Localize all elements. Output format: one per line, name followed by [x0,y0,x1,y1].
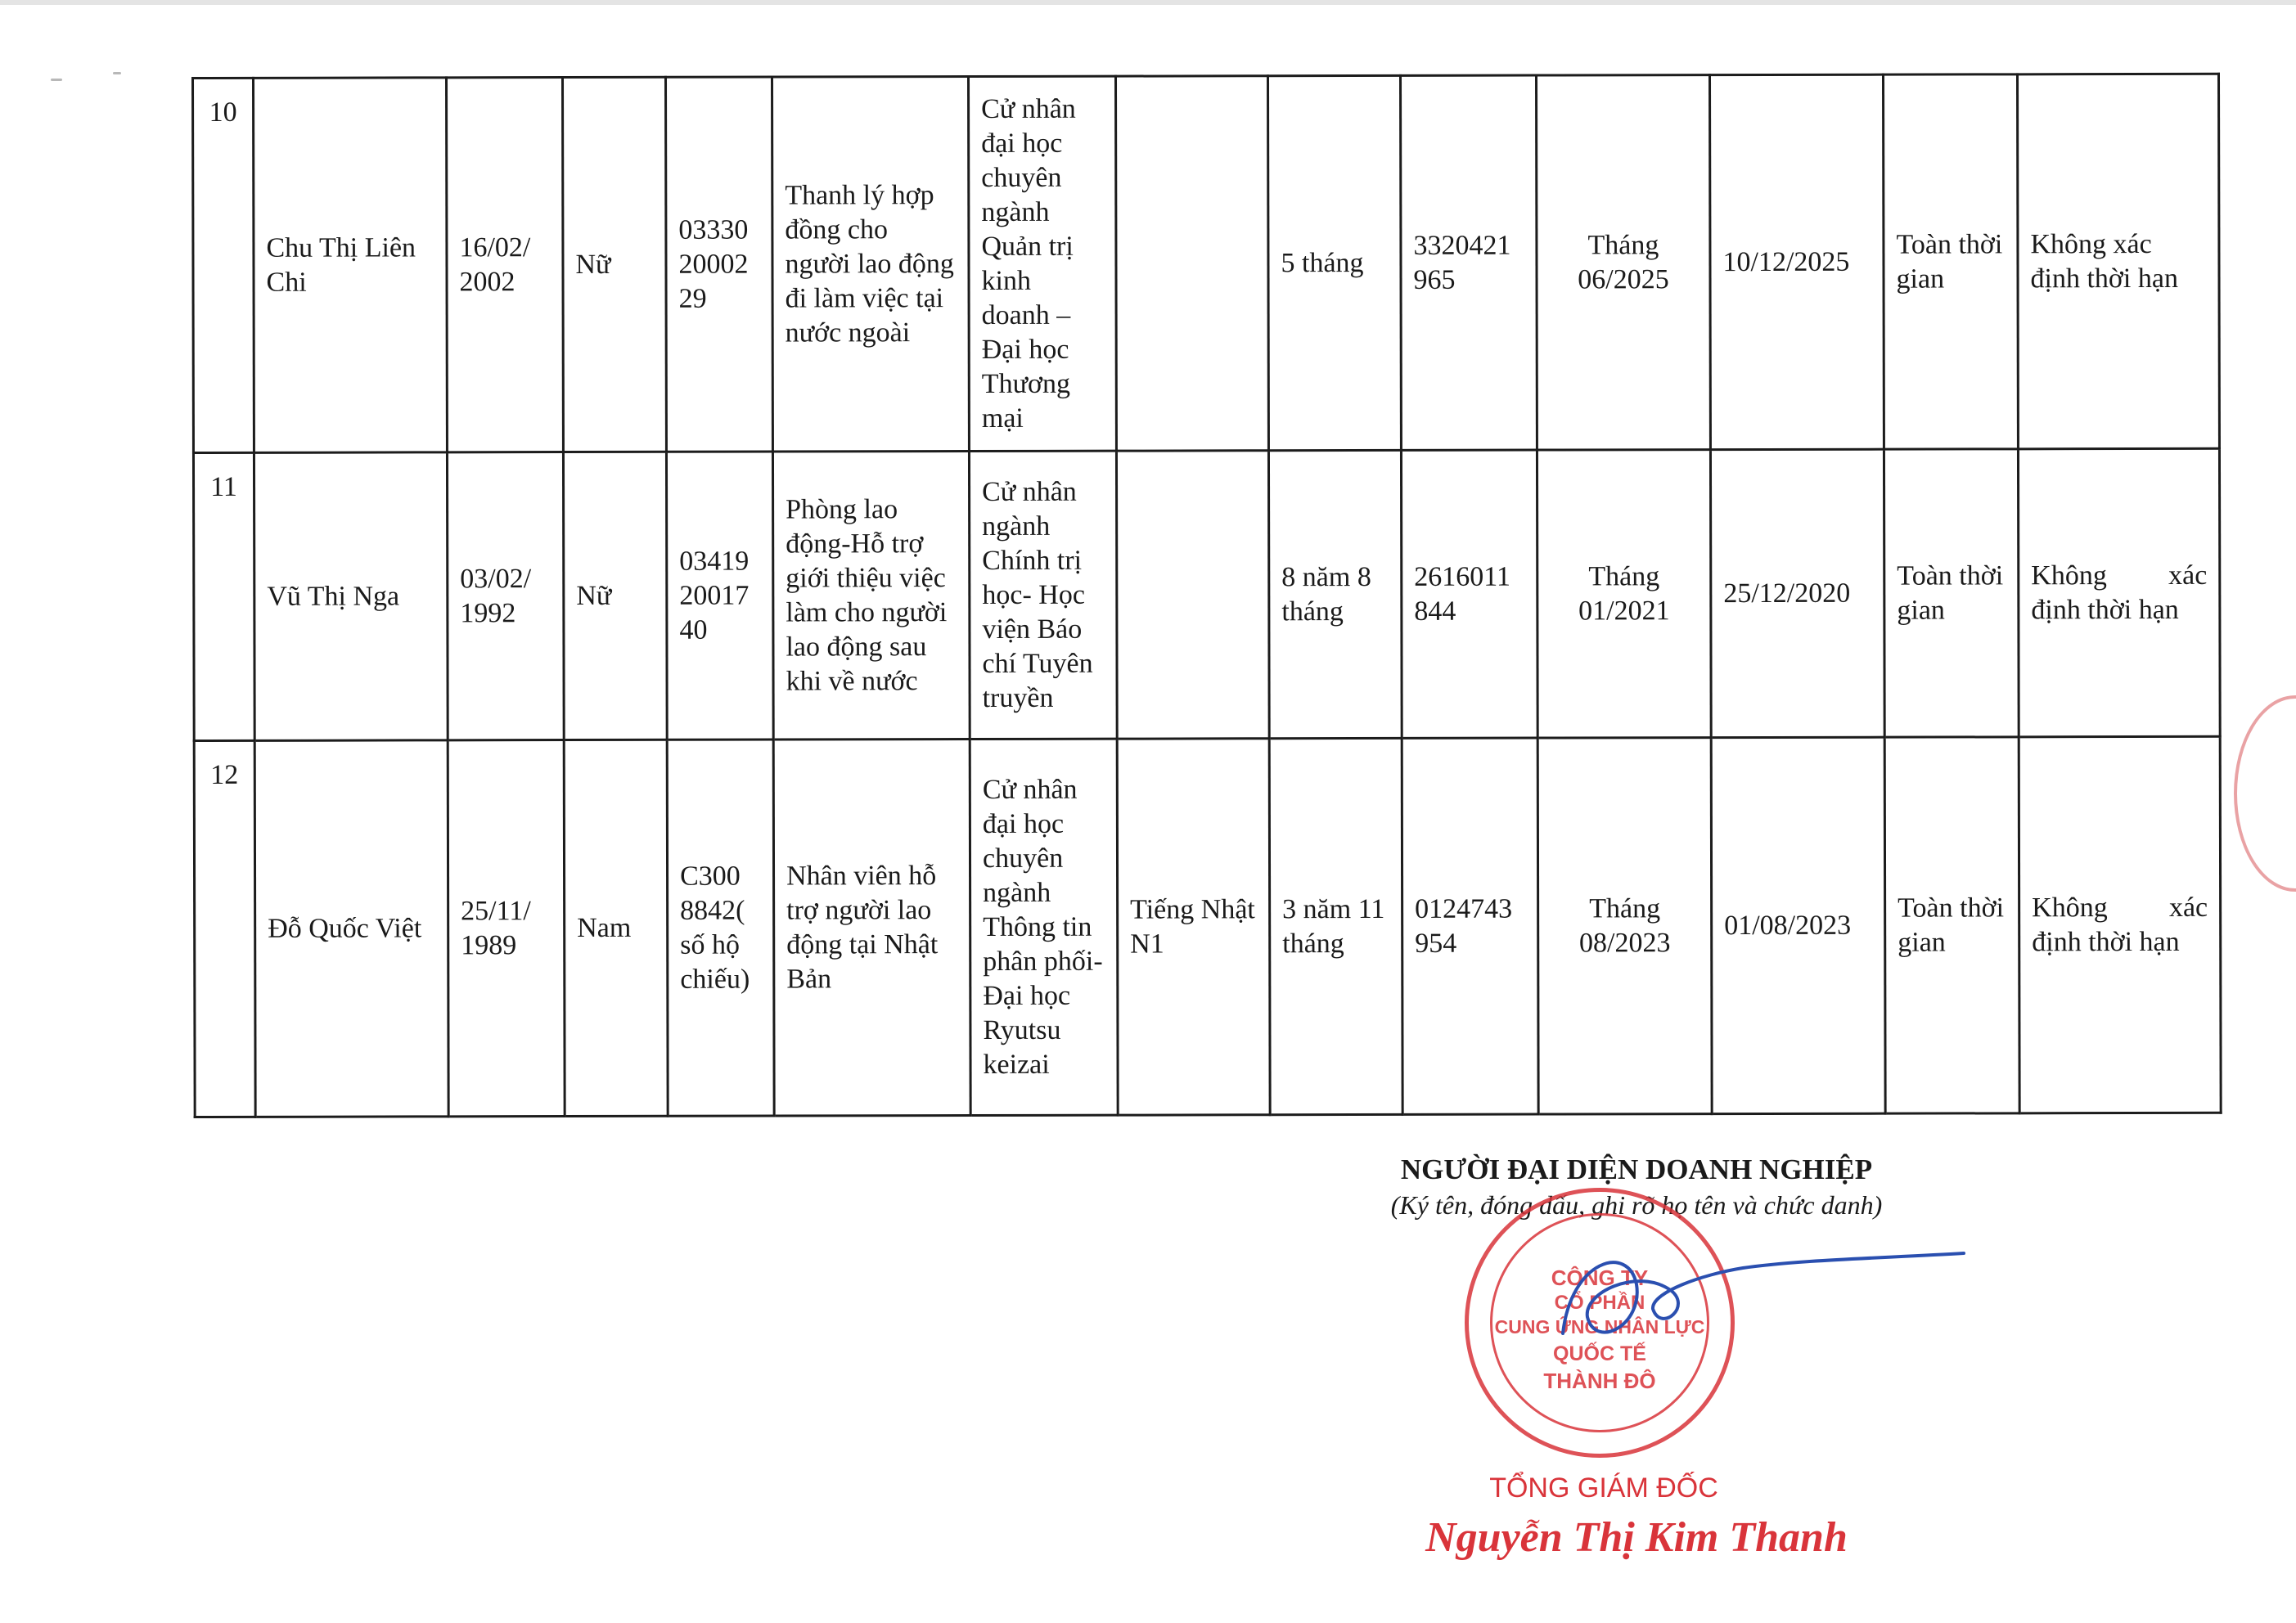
contract-term: Không xác định thời hạn [2018,448,2220,737]
seal-text: CỔ PHẦN [1554,1292,1645,1314]
qualification: Cử nhân đại học chuyên ngành Thông tin phân phối- Đại học Ryutsu keizai [970,739,1118,1115]
table-row [194,736,2221,1117]
job-position: Nhân viên hỗ trợ người lao động tại Nhật Bản [773,740,970,1117]
qualification: Cử nhân ngành Chính trị học- Học viện Báo chí Tuyên truyền [969,451,1117,739]
work-mode: Toàn thời gian [1884,737,2019,1113]
handwritten-signature [1538,1211,1980,1374]
experience: 8 năm 8 tháng [1268,450,1402,738]
id-number: 03330 20002 29 [666,77,773,452]
language-skill [1116,451,1269,739]
language-skill [1116,76,1269,451]
employee-table [191,73,2222,1118]
gender: Nam [564,740,668,1116]
gender: Nữ [563,77,667,452]
row-number: 12 [194,740,255,1117]
experience: 5 tháng [1268,75,1402,450]
director-name: Nguyễn Thị Kim Thanh [1425,1514,1848,1561]
contract-term: Không xác định thời hạn [2019,736,2221,1113]
table-row [193,448,2220,740]
id-number: 03419 20017 40 [666,452,773,740]
qualification: Cử nhân đại học chuyên ngành Quản trị kinh doanh – Đại học Thương mại [969,76,1117,451]
social-insurance-number: 2616011 844 [1401,450,1537,738]
date-of-birth: 25/11/ 1989 [448,740,565,1117]
representative-title: NGƯỜI ĐẠI DIỆN DOANH NGHIỆP [1400,1153,1873,1185]
table-row [193,74,2220,452]
experience: 3 năm 11 tháng [1269,738,1402,1114]
gender: Nữ [563,452,667,740]
scan-speck [51,79,62,81]
contract-date: 01/08/2023 [1711,737,1885,1113]
social-insurance-number: 0124743 954 [1402,738,1538,1114]
contract-date: 25/12/2020 [1710,449,1884,737]
row-number: 10 [193,78,254,452]
scan-top-edge [0,0,2296,5]
date-of-birth: 03/02/ 1992 [447,452,564,740]
row-number: 11 [193,452,254,740]
work-mode: Toàn thời gian [1883,74,2018,449]
employee-name: Chu Thị Liên Chi [254,78,448,452]
date-of-birth: 16/02/ 2002 [447,78,564,452]
start-month: Tháng 01/2021 [1537,450,1711,738]
partial-stamp-mark [2234,695,2296,892]
director-title: TỔNG GIÁM ĐỐC [1489,1472,1718,1504]
seal-text: THÀNH ĐÔ [1543,1369,1656,1393]
signature-instruction: (Ký tên, đóng dấu, ghi rõ họ tên và chức danh) [1390,1190,1883,1220]
id-number: C300 8842( số hộ chiếu) [667,740,774,1116]
contract-term: Không xác định thời hạn [2017,74,2219,449]
contract-date: 10/12/2025 [1709,74,1884,449]
work-mode: Toàn thời gian [1884,449,2019,737]
job-position: Thanh lý hợp đồng cho người lao động đi làm việc tại nước ngoài [772,77,970,452]
seal-text: CUNG ỨNG NHÂN LỰC [1494,1316,1705,1338]
employee-name: Đỗ Quốc Việt [254,740,448,1117]
job-position: Phòng lao động-Hỗ trợ giới thiệu việc làm cho người lao động sau khi về nước [772,452,970,740]
seal-text: CÔNG TY [1551,1266,1649,1290]
language-skill: Tiếng Nhật N1 [1117,739,1270,1115]
start-month: Tháng 06/2025 [1536,75,1710,450]
start-month: Tháng 08/2023 [1537,738,1712,1114]
employee-name: Vũ Thị Nga [254,452,448,740]
social-insurance-number: 3320421 965 [1400,75,1537,450]
scan-speck [113,72,121,74]
seal-text: QUỐC TẾ [1553,1342,1646,1365]
